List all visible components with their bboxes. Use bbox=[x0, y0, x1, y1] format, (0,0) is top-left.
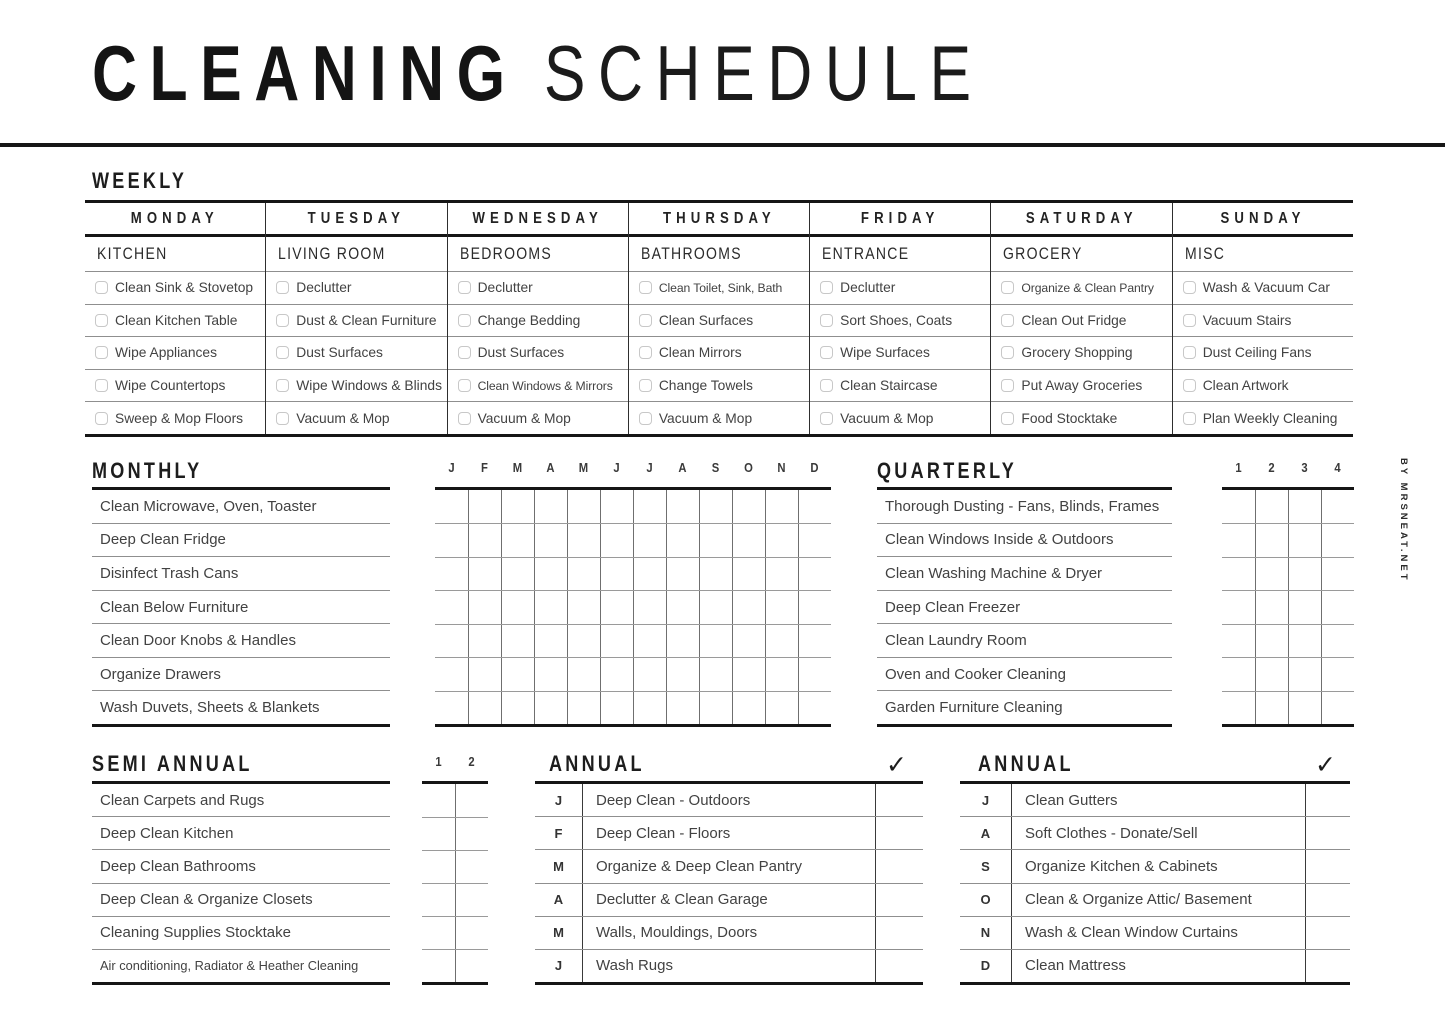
check-cell[interactable] bbox=[1306, 950, 1350, 982]
task-row: Dust Surfaces bbox=[266, 337, 446, 370]
category-header: MISC bbox=[1173, 237, 1353, 272]
checkbox[interactable] bbox=[1183, 346, 1196, 359]
list-item: Deep Clean Kitchen bbox=[92, 817, 390, 850]
checkbox[interactable] bbox=[95, 346, 108, 359]
day-header: WEDNESDAY bbox=[448, 203, 628, 237]
category-header: GROCERY bbox=[991, 237, 1171, 272]
task-row: Declutter bbox=[448, 272, 628, 305]
checkbox[interactable] bbox=[820, 412, 833, 425]
checkbox[interactable] bbox=[820, 281, 833, 294]
day-header: THURSDAY bbox=[629, 203, 809, 237]
task-row: Clean Staircase bbox=[810, 370, 990, 403]
list-item: Clean Microwave, Oven, Toaster bbox=[92, 490, 390, 524]
checkmark-icon: ✓ bbox=[886, 751, 907, 779]
task-row: Declutter bbox=[266, 272, 446, 305]
task-row: Vacuum & Mop bbox=[448, 402, 628, 434]
check-cell[interactable] bbox=[1306, 817, 1350, 849]
site-credit: BY MRSNEAT.NET bbox=[1398, 458, 1409, 583]
list-item: Deep Clean Bathrooms bbox=[92, 850, 390, 883]
task-row: Dust Surfaces bbox=[448, 337, 628, 370]
weekly-table bbox=[85, 200, 1353, 437]
list-item: Clean Door Knobs & Handles bbox=[92, 624, 390, 658]
quarterly-task-list bbox=[877, 487, 1172, 727]
task-row: Sweep & Mop Floors bbox=[85, 402, 265, 434]
task-row: Sort Shoes, Coats bbox=[810, 305, 990, 338]
check-cell[interactable] bbox=[876, 917, 923, 949]
checkbox[interactable] bbox=[276, 346, 289, 359]
quarterly-tick-grid[interactable] bbox=[1222, 487, 1354, 727]
quarterly-heading: QUARTERLY bbox=[877, 458, 1018, 483]
check-cell[interactable] bbox=[1306, 784, 1350, 816]
checkbox[interactable] bbox=[458, 412, 471, 425]
page-title-bold: CLEANING bbox=[92, 29, 518, 117]
task-row: Change Bedding bbox=[448, 305, 628, 338]
task-row: Wipe Appliances bbox=[85, 337, 265, 370]
page-title bbox=[92, 29, 1206, 117]
annual-right-table bbox=[960, 781, 1350, 985]
page-title-light: SCHEDULE bbox=[543, 29, 984, 117]
checkbox[interactable] bbox=[458, 379, 471, 392]
task-row: Clean Sink & Stovetop bbox=[85, 272, 265, 305]
check-cell[interactable] bbox=[1306, 917, 1350, 949]
day-header: SUNDAY bbox=[1173, 203, 1353, 237]
task-row: Declutter bbox=[810, 272, 990, 305]
monthly-grid-header: J F M A M J J A S O N D bbox=[448, 461, 819, 475]
checkmark-icon: ✓ bbox=[1315, 751, 1336, 779]
list-item: Clean Below Furniture bbox=[92, 591, 390, 625]
list-item: Clean Carpets and Rugs bbox=[92, 784, 390, 817]
task-row: Vacuum Stairs bbox=[1173, 305, 1353, 338]
semi-annual-heading: SEMI ANNUAL bbox=[92, 751, 253, 776]
task-row: Clean Surfaces bbox=[629, 305, 809, 338]
day-header: FRIDAY bbox=[810, 203, 990, 237]
checkbox[interactable] bbox=[820, 379, 833, 392]
semi-annual-task-list bbox=[92, 781, 390, 985]
task-row: Organize & Clean Pantry bbox=[991, 272, 1171, 305]
weekly-column-wednesday bbox=[448, 203, 629, 434]
checkbox[interactable] bbox=[820, 314, 833, 327]
annual-row: O Clean & Organize Attic/ Basement bbox=[960, 884, 1350, 917]
weekly-column-saturday bbox=[991, 203, 1172, 434]
category-header: BATHROOMS bbox=[629, 237, 809, 272]
quarterly-grid-header: 1 2 3 4 bbox=[1235, 461, 1341, 475]
annual-row: J Deep Clean - Outdoors bbox=[535, 784, 923, 817]
day-header: TUESDAY bbox=[266, 203, 446, 237]
checkbox[interactable] bbox=[1183, 379, 1196, 392]
list-item: Deep Clean Freezer bbox=[877, 591, 1172, 625]
checkbox[interactable] bbox=[1183, 412, 1196, 425]
list-item: Garden Furniture Cleaning bbox=[885, 699, 1063, 717]
checkbox[interactable] bbox=[639, 412, 652, 425]
list-item: Oven and Cooker Cleaning bbox=[877, 658, 1172, 692]
task-row: Clean Mirrors bbox=[629, 337, 809, 370]
annual-row: A Soft Clothes - Donate/Sell bbox=[960, 817, 1350, 850]
check-cell[interactable] bbox=[876, 817, 923, 849]
task-row: Vacuum & Mop bbox=[266, 402, 446, 434]
checkbox[interactable] bbox=[276, 379, 289, 392]
weekly-column-monday bbox=[85, 203, 266, 434]
checkbox[interactable] bbox=[1001, 281, 1014, 294]
check-cell[interactable] bbox=[876, 884, 923, 916]
check-cell[interactable] bbox=[876, 784, 923, 816]
list-item: Deep Clean Fridge bbox=[92, 524, 390, 558]
checkbox[interactable] bbox=[95, 379, 108, 392]
monthly-tick-grid[interactable] bbox=[435, 487, 831, 727]
annual-row: A Declutter & Clean Garage bbox=[535, 884, 923, 917]
task-row: Clean Artwork bbox=[1173, 370, 1353, 403]
checkbox[interactable] bbox=[1183, 281, 1196, 294]
annual-right-heading: ANNUAL bbox=[978, 751, 1074, 776]
day-header: SATURDAY bbox=[991, 203, 1171, 237]
checkbox[interactable] bbox=[639, 314, 652, 327]
annual-left-heading: ANNUAL bbox=[549, 751, 645, 776]
task-row: Plan Weekly Cleaning bbox=[1173, 402, 1353, 434]
check-cell[interactable] bbox=[876, 850, 923, 882]
checkbox[interactable] bbox=[95, 314, 108, 327]
checkbox[interactable] bbox=[276, 314, 289, 327]
checkbox[interactable] bbox=[95, 281, 108, 294]
annual-row: M Organize & Deep Clean Pantry bbox=[535, 850, 923, 883]
task-row: Wash & Vacuum Car bbox=[1173, 272, 1353, 305]
task-row: Wipe Windows & Blinds bbox=[266, 370, 446, 403]
category-header: LIVING ROOM bbox=[266, 237, 446, 272]
list-item: Wash Duvets, Sheets & Blankets bbox=[100, 699, 320, 717]
list-item: Deep Clean & Organize Closets bbox=[92, 884, 390, 917]
task-row: Clean Out Fridge bbox=[991, 305, 1171, 338]
category-header: KITCHEN bbox=[85, 237, 265, 272]
annual-row: J Clean Gutters bbox=[960, 784, 1350, 817]
checkbox[interactable] bbox=[458, 314, 471, 327]
checkbox[interactable] bbox=[639, 281, 652, 294]
checkbox[interactable] bbox=[95, 412, 108, 425]
checkbox[interactable] bbox=[276, 412, 289, 425]
checkbox[interactable] bbox=[639, 379, 652, 392]
task-row: Wipe Countertops bbox=[85, 370, 265, 403]
list-item: Clean Washing Machine & Dryer bbox=[877, 557, 1172, 591]
weekly-column-thursday bbox=[629, 203, 810, 434]
monthly-task-list bbox=[92, 487, 390, 727]
checkbox[interactable] bbox=[1001, 314, 1014, 327]
category-header: ENTRANCE bbox=[810, 237, 990, 272]
list-item: Disinfect Trash Cans bbox=[92, 557, 390, 591]
task-row: Wipe Surfaces bbox=[810, 337, 990, 370]
list-item: Organize Drawers bbox=[92, 658, 390, 692]
task-row: Dust & Clean Furniture bbox=[266, 305, 446, 338]
checkbox[interactable] bbox=[1001, 346, 1014, 359]
task-row: Change Towels bbox=[629, 370, 809, 403]
annual-row: S Organize Kitchen & Cabinets bbox=[960, 850, 1350, 883]
task-row: Vacuum & Mop bbox=[629, 402, 809, 434]
title-divider bbox=[0, 143, 1445, 147]
list-item: Cleaning Supplies Stocktake bbox=[92, 917, 390, 950]
check-cell[interactable] bbox=[1306, 850, 1350, 882]
checkbox[interactable] bbox=[1001, 379, 1014, 392]
annual-row: J Wash Rugs bbox=[535, 950, 923, 982]
checkbox[interactable] bbox=[639, 346, 652, 359]
check-cell[interactable] bbox=[876, 950, 923, 982]
checkbox[interactable] bbox=[458, 281, 471, 294]
checkbox[interactable] bbox=[1001, 412, 1014, 425]
annual-row: M Walls, Mouldings, Doors bbox=[535, 917, 923, 950]
list-item: Air conditioning, Radiator & Heather Cleaning bbox=[100, 958, 359, 974]
annual-row: N Wash & Clean Window Curtains bbox=[960, 917, 1350, 950]
list-item: Clean Laundry Room bbox=[877, 624, 1172, 658]
checkbox[interactable] bbox=[276, 281, 289, 294]
check-cell[interactable] bbox=[1306, 884, 1350, 916]
weekly-column-sunday bbox=[1173, 203, 1353, 434]
checkbox[interactable] bbox=[458, 346, 471, 359]
category-header: BEDROOMS bbox=[448, 237, 628, 272]
annual-row: D Clean Mattress bbox=[960, 950, 1350, 982]
task-row: Dust Ceiling Fans bbox=[1173, 337, 1353, 370]
list-item: Thorough Dusting - Fans, Blinds, Frames bbox=[877, 490, 1172, 524]
weekly-column-tuesday bbox=[266, 203, 447, 434]
task-row: Put Away Groceries bbox=[991, 370, 1171, 403]
day-header: MONDAY bbox=[85, 203, 265, 237]
semi-annual-grid-header: 1 2 bbox=[435, 755, 475, 769]
task-row: Grocery Shopping bbox=[991, 337, 1171, 370]
task-row: Clean Kitchen Table bbox=[85, 305, 265, 338]
semi-annual-tick-grid[interactable] bbox=[422, 781, 488, 985]
task-row: Clean Windows & Mirrors bbox=[448, 370, 628, 403]
annual-row: F Deep Clean - Floors bbox=[535, 817, 923, 850]
list-item: Clean Windows Inside & Outdoors bbox=[877, 524, 1172, 558]
monthly-heading: MONTHLY bbox=[92, 458, 203, 483]
task-row: Food Stocktake bbox=[991, 402, 1171, 434]
annual-left-table bbox=[535, 781, 923, 985]
weekly-heading: WEEKLY bbox=[92, 168, 188, 193]
task-row: Vacuum & Mop bbox=[810, 402, 990, 434]
task-row: Clean Toilet, Sink, Bath bbox=[629, 272, 809, 305]
checkbox[interactable] bbox=[820, 346, 833, 359]
checkbox[interactable] bbox=[1183, 314, 1196, 327]
weekly-column-friday bbox=[810, 203, 991, 434]
